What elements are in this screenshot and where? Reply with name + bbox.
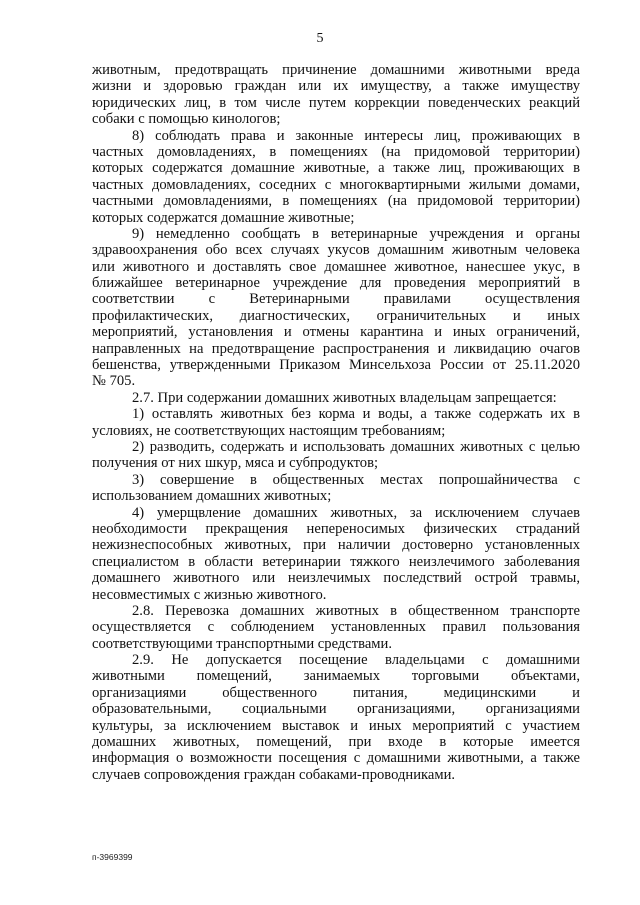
page-number: 5	[316, 31, 324, 46]
text-line: 2.7. При содержании домашних животных владельцам запрещается:	[132, 389, 557, 406]
text-line: получения от них шкур, мяса и субпродуктов;	[92, 455, 379, 472]
text-line: 1) оставлять животных без корма и воды, а также содержать их в	[132, 406, 580, 423]
text-line: домашнего животного или неизлечимых последствий острой травмы,	[92, 570, 580, 587]
text-line: образовательными, социальными организациями, организациями	[92, 701, 580, 718]
text-line: осуществляется с соблюдением установленных правил пользования	[92, 619, 580, 636]
text-line: соответствующими транспортными средствами.	[92, 635, 393, 652]
text-line: которых содержатся домашние животные, а также лиц, проживающих в	[92, 160, 580, 177]
text-line: юридических лиц, в том числе путем коррекции поведенческих реакций	[92, 94, 580, 111]
text-line: культуры, за исключением выставок и иных мероприятий с участием	[92, 717, 580, 734]
text-line: направленных на предотвращение распространения и ликвидацию очагов	[92, 340, 580, 357]
text-line: № 705.	[92, 373, 136, 390]
text-line: информация о возможности посещения с домашними животными, а также	[92, 750, 580, 767]
text-line: жизни и здоровью граждан или их имуществу, а также имуществу	[92, 78, 580, 95]
text-line: несовместимых с жизнью животного.	[92, 586, 327, 603]
text-line: домашних животных, помещений, при входе в которые имеется	[92, 734, 580, 751]
text-line: специалистом в области ветеринарии тяжкого неизлечимого заболевания	[92, 553, 580, 570]
text-line: 4) умерщвление домашних животных, за исключением случаев	[132, 504, 580, 521]
text-line: 9) немедленно сообщать в ветеринарные учреждения и органы	[132, 225, 580, 242]
text-line: организациями общественного питания, медицинскими и	[92, 684, 580, 701]
text-line: бешенства, утвержденными Приказом Минсельхоза России от 25.11.2020	[92, 357, 580, 374]
text-line: 2.9. Не допускается посещение владельцами с домашними	[132, 652, 580, 669]
text-line: 8) соблюдать права и законные интересы лиц, проживающих в	[132, 127, 580, 144]
text-line: 3) совершение в общественных местах попрошайничества с	[132, 471, 580, 488]
text-line: или животного и доставлять свое домашнее животное, нанесшее укус, в	[92, 258, 580, 275]
text-line: соответствии с Ветеринарными правилами осуществления	[92, 291, 580, 308]
text-line: ближайшее ветеринарное учреждение для проведения мероприятий в	[92, 275, 580, 292]
text-line: случаев сопровождения граждан собаками-проводниками.	[92, 766, 456, 783]
text-line: 2) разводить, содержать и использовать домашних животных с целью	[132, 438, 580, 455]
text-line: использованием домашних животных;	[92, 488, 332, 505]
text-line: профилактических, диагностических, ограничительных и иных	[92, 307, 580, 324]
text-line: животным, предотвращать причинение домашними животными вреда	[92, 62, 580, 78]
text-line: частных домовладениях, в помещениях (на придомовой территории)	[92, 143, 580, 160]
text-line: собаки с помощью кинологов;	[92, 111, 281, 128]
text-line: 2.8. Перевозка домашних животных в общественном транспорте	[132, 602, 580, 619]
text-line: животными помещений, занимаемых торговыми объектами,	[92, 668, 580, 685]
text-line: здравоохранения обо всех случаях укусов домашним животным человека	[92, 242, 580, 259]
text-line: которых содержатся домашние животные;	[92, 209, 355, 226]
document-code: п-3969399	[92, 852, 133, 862]
document-body	[92, 62, 580, 783]
text-line: нежизнеспособных животных, при наличии достоверно установленных	[92, 537, 580, 554]
text-line: необходимости прекращения непереносимых физических страданий	[92, 520, 580, 537]
text-line: частными домовладениями, в помещениях (на придомовой территории)	[92, 193, 580, 210]
text-line: мероприятий, установления и отмены карантина и иных ограничений,	[92, 324, 580, 341]
text-line: частных домовладениях, соседних с многоквартирными жилыми домами,	[92, 176, 580, 193]
text-line: условиях, не соответствующих настоящим требованиям;	[92, 422, 446, 439]
